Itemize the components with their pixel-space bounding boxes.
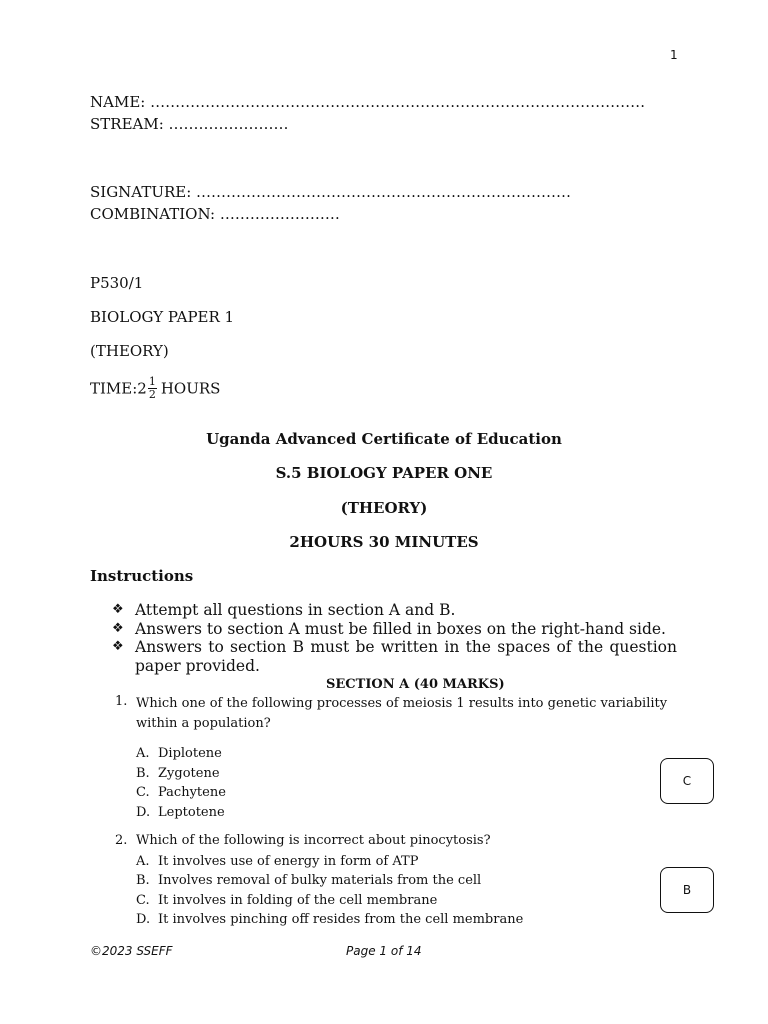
option-d bbox=[136, 803, 226, 823]
option-b bbox=[136, 871, 523, 890]
subject-title: S.5 BIOLOGY PAPER ONE bbox=[275, 464, 493, 482]
instruction-item bbox=[112, 638, 677, 675]
time-suffix: HOURS bbox=[160, 379, 221, 398]
option-c bbox=[136, 891, 523, 910]
instructions-list bbox=[112, 601, 677, 675]
instruction-text: Answers to section A must be filled in boxes on the right-hand side. bbox=[135, 619, 666, 638]
option-letter: B. bbox=[136, 873, 150, 889]
instruction-item bbox=[112, 620, 677, 639]
question-2-options bbox=[136, 852, 523, 930]
answer-box-q1[interactable]: C bbox=[660, 758, 714, 804]
bullet-icon: ❖ bbox=[112, 639, 124, 654]
option-letter: A. bbox=[136, 746, 150, 761]
bullet-icon: ❖ bbox=[112, 620, 124, 636]
section-a-heading: SECTION A (40 MARKS) bbox=[326, 677, 505, 692]
name-field: NAME: ……………………………………………………………………………………… bbox=[90, 93, 646, 111]
time-prefix: TIME:2 bbox=[90, 379, 147, 398]
question-1-options bbox=[136, 744, 226, 822]
option-text: It involves pinching off resides from the cell membrane bbox=[158, 912, 524, 928]
combination-field: COMBINATION: …………………… bbox=[90, 205, 340, 223]
option-letter: B. bbox=[136, 765, 150, 781]
instructions-heading: Instructions bbox=[90, 567, 194, 585]
option-b bbox=[136, 764, 226, 784]
question-number: 2. bbox=[115, 833, 128, 848]
option-d bbox=[136, 910, 523, 929]
option-text: Leptotene bbox=[158, 804, 225, 820]
option-text: It involves use of energy in form of ATP bbox=[158, 854, 419, 869]
page-number: 1 bbox=[670, 48, 678, 62]
option-letter: D. bbox=[136, 804, 151, 820]
footer-copyright: ©2023 SSEFF bbox=[90, 944, 173, 958]
question-text: Which of the following is incorrect about pinocytosis? bbox=[136, 833, 491, 848]
option-text: Pachytene bbox=[158, 785, 226, 801]
time-fraction-denominator: 2 bbox=[148, 388, 156, 401]
option-letter: C. bbox=[136, 785, 150, 801]
option-c bbox=[136, 783, 226, 803]
option-text: It involves in folding of the cell membrane bbox=[158, 892, 438, 908]
instruction-text: Answers to section B must be written in the spaces of the question paper provided. bbox=[135, 638, 677, 675]
paper-type: (THEORY) bbox=[90, 342, 169, 360]
option-letter: D. bbox=[136, 912, 151, 928]
option-a bbox=[136, 744, 226, 764]
answer-box-q2[interactable]: B bbox=[660, 867, 714, 913]
question-number: 1. bbox=[115, 694, 128, 709]
question-2 bbox=[115, 833, 675, 848]
option-letter: C. bbox=[136, 892, 150, 908]
question-1 bbox=[115, 694, 675, 734]
type-title: (THEORY) bbox=[340, 499, 428, 517]
stream-field: STREAM: …………………… bbox=[90, 115, 289, 133]
instruction-item bbox=[112, 601, 677, 620]
option-text: Diplotene bbox=[158, 746, 222, 761]
question-text: within a population? bbox=[136, 716, 271, 731]
time-fraction-numerator: 1 bbox=[148, 375, 156, 388]
option-a bbox=[136, 852, 523, 871]
option-letter: A. bbox=[136, 854, 150, 869]
option-text: Involves removal of bulky materials from the cell bbox=[158, 873, 482, 889]
exam-body-title: Uganda Advanced Certificate of Education bbox=[206, 430, 562, 448]
paper-time bbox=[90, 376, 220, 401]
duration-title: 2HOURS 30 MINUTES bbox=[289, 533, 479, 551]
instruction-text: Attempt all questions in section A and B. bbox=[135, 601, 456, 619]
paper-code: P530/1 bbox=[90, 274, 144, 292]
time-fraction bbox=[148, 376, 157, 401]
signature-field: SIGNATURE: ………………………………………………………………… bbox=[90, 183, 572, 201]
question-text: Which one of the following processes of meiosis 1 results into genetic variability bbox=[136, 696, 668, 711]
paper-title: BIOLOGY PAPER 1 bbox=[90, 308, 235, 326]
option-text: Zygotene bbox=[158, 765, 220, 781]
footer-page-of: Page 1 of 14 bbox=[346, 944, 422, 958]
bullet-icon: ❖ bbox=[112, 602, 124, 617]
